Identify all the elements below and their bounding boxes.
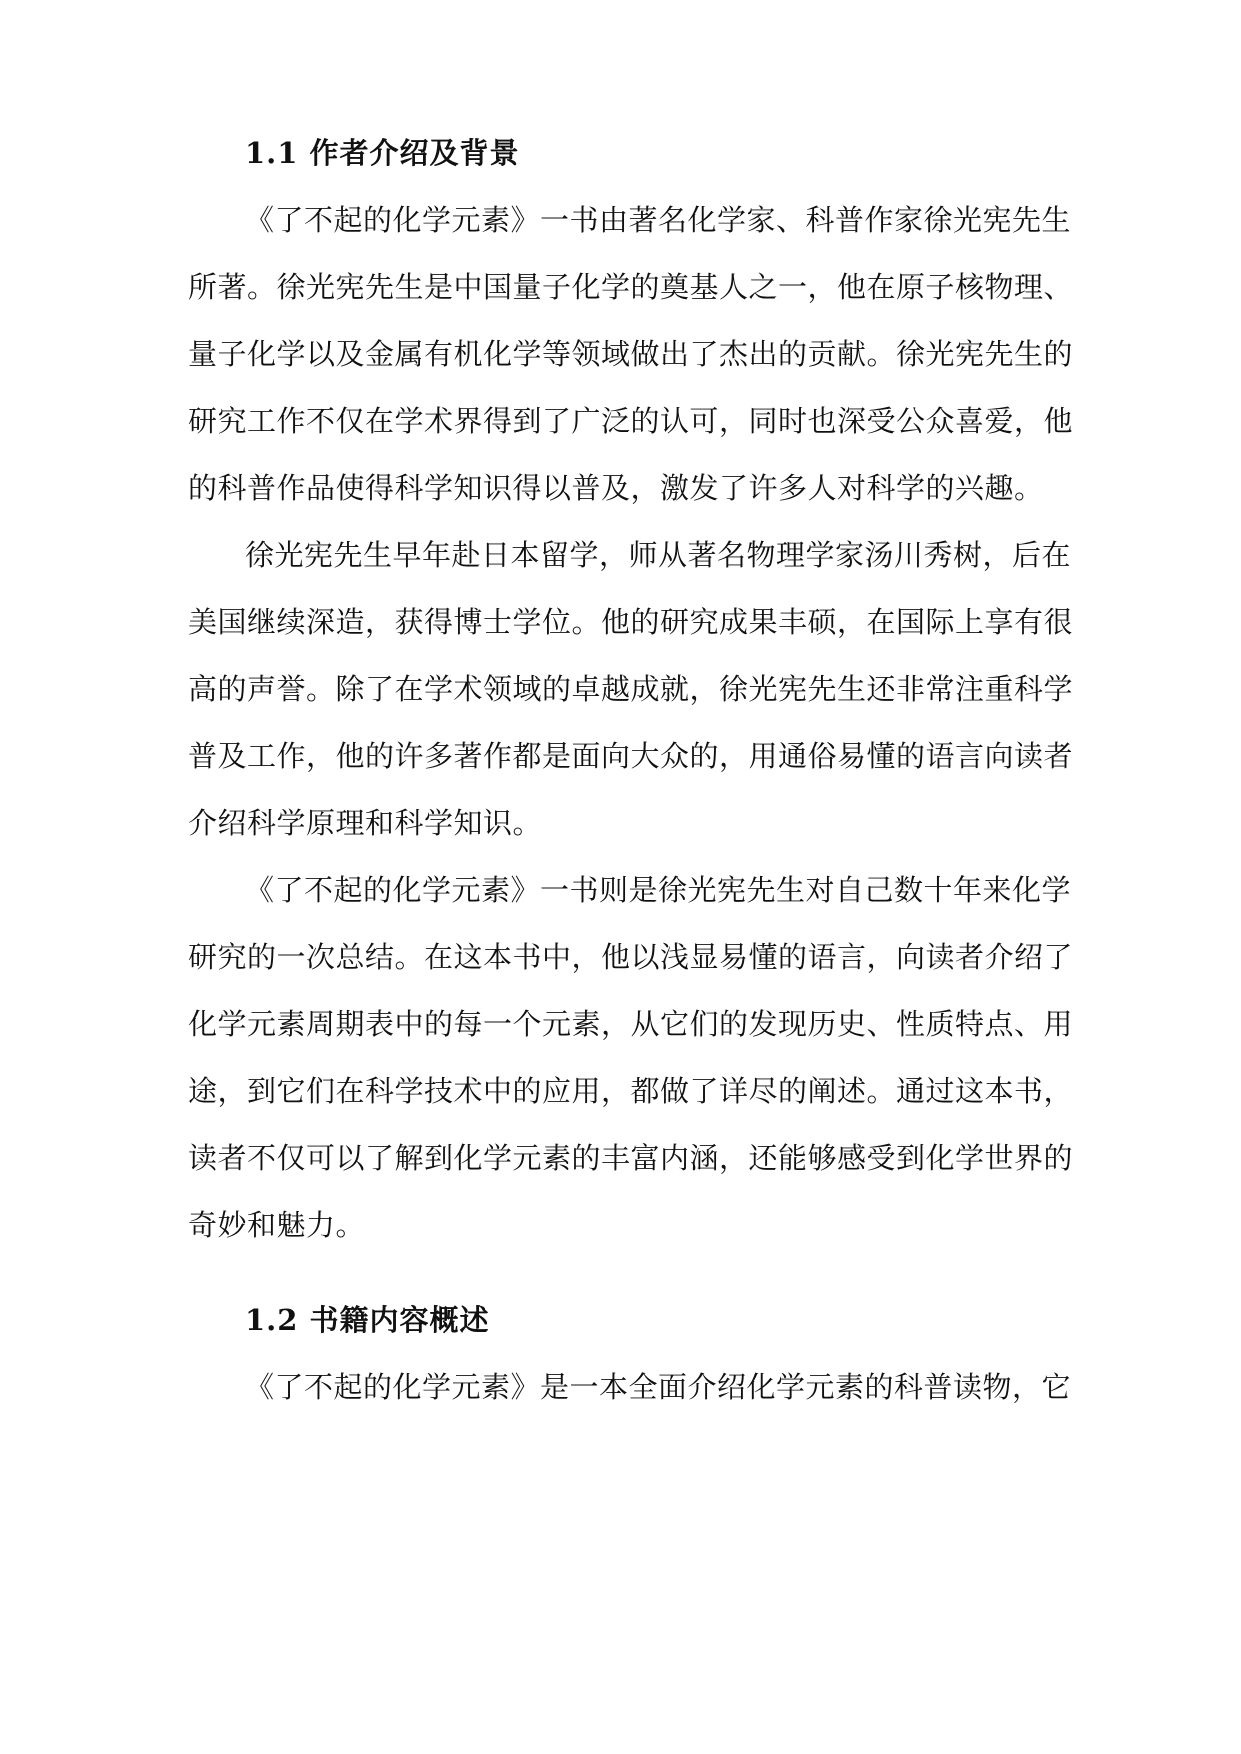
text-line: 高的声誉。除了在学术领域的卓越成就，徐光宪先生还非常注重科学: [188, 672, 1074, 706]
text-line: 介绍科学原理和科学知识。: [188, 806, 543, 840]
text-line: 的科普作品使得科学知识得以普及，激发了许多人对科学的兴趣。: [188, 471, 1044, 505]
text-line: 普及工作，他的许多著作都是面向大众的，用通俗易懂的语言向读者: [188, 739, 1074, 773]
text-line: 徐光宪先生早年赴日本留学，师从著名物理学家汤川秀树，后在: [245, 538, 1072, 572]
text-line: 《了不起的化学元素》一书由著名化学家、科普作家徐光宪先生: [245, 203, 1072, 237]
text-line: 化学元素周期表中的每一个元素，从它们的发现历史、性质特点、用: [188, 1007, 1074, 1041]
text-line: 《了不起的化学元素》是一本全面介绍化学元素的科普读物，它: [245, 1370, 1072, 1404]
section-heading: 1.1 作者介绍及背景: [245, 136, 520, 170]
text-line: 研究工作不仅在学术界得到了广泛的认可，同时也深受公众喜爱，他: [188, 404, 1074, 438]
text-line: 研究的一次总结。在这本书中，他以浅显易懂的语言，向读者介绍了: [188, 940, 1074, 974]
text-line: 途，到它们在科学技术中的应用，都做了详尽的阐述。通过这本书，: [188, 1074, 1074, 1108]
text-line: 量子化学以及金属有机化学等领域做出了杰出的贡献。徐光宪先生的: [188, 337, 1074, 371]
text-line: 所著。徐光宪先生是中国量子化学的奠基人之一，他在原子核物理、: [188, 270, 1074, 304]
text-line: 《了不起的化学元素》一书则是徐光宪先生对自己数十年来化学: [245, 873, 1072, 907]
text-line: 读者不仅可以了解到化学元素的丰富内涵，还能够感受到化学世界的: [188, 1141, 1074, 1175]
text-line: 美国继续深造，获得博士学位。他的研究成果丰硕，在国际上享有很: [188, 605, 1074, 639]
section-heading: 1.2 书籍内容概述: [245, 1303, 490, 1337]
text-line: 奇妙和魅力。: [188, 1208, 366, 1242]
